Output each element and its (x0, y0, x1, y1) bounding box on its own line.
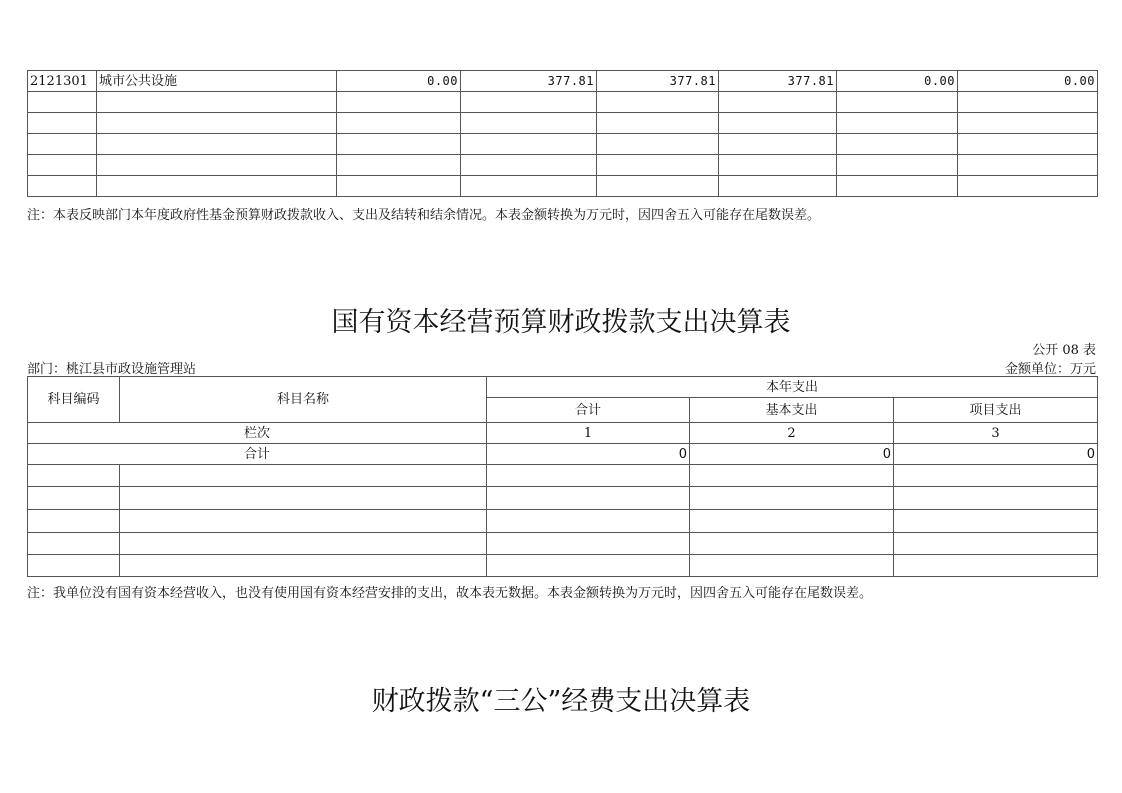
table-row (28, 487, 1098, 510)
table-row (28, 155, 1098, 176)
form-number: 公开 08 表 (1032, 343, 1096, 358)
subject-name-cell: 城市公共设施 (97, 71, 337, 92)
total-row (28, 444, 1098, 465)
total-value: 0 (487, 444, 690, 465)
table-row (28, 555, 1098, 577)
value-cell: 377.81 (597, 71, 719, 92)
header-current-year-expenditure: 本年支出 (487, 377, 1098, 398)
table-row (28, 465, 1098, 487)
header-subject-name: 科目名称 (120, 377, 487, 423)
table2-title: 国有资本经营预算财政拨款支出决算表 (331, 307, 791, 338)
header-basic-expenditure: 基本支出 (690, 398, 894, 423)
value-cell: 0.00 (837, 71, 958, 92)
total-value: 0 (894, 444, 1098, 465)
header-row (28, 377, 1098, 398)
table-row (28, 510, 1098, 533)
department-label: 部门：桃江县市政设施管理站 (27, 362, 197, 377)
fund-budget-table-continuation (27, 70, 1098, 197)
column-number-row (28, 423, 1098, 444)
table-row (28, 71, 1098, 92)
value-cell: 377.81 (719, 71, 837, 92)
table-row (28, 176, 1098, 197)
table3-title: 财政拨款“三公”经费支出决算表 (371, 686, 751, 717)
state-capital-budget-table (27, 376, 1098, 577)
column-number: 1 (487, 423, 690, 444)
column-number: 2 (690, 423, 894, 444)
amount-unit-label: 金额单位：万元 (1004, 362, 1096, 377)
column-number: 3 (894, 423, 1098, 444)
value-cell: 0.00 (958, 71, 1098, 92)
total-label: 合计 (28, 444, 487, 465)
table2-note: 注：我单位没有国有资本经营收入，也没有使用国有资本经营安排的支出，故本表无数据。本表金额转换为万元时，因四舍五入可能存在尾数误差。 (27, 586, 873, 601)
value-cell: 0.00 (337, 71, 461, 92)
subject-code-cell: 2121301 (28, 71, 97, 92)
table-row (28, 92, 1098, 113)
table-row (28, 533, 1098, 555)
table1-note: 注：本表反映部门本年度政府性基金预算财政拨款收入、支出及结转和结余情况。本表金额转换为万元时，因四舍五入可能存在尾数误差。 (27, 208, 821, 223)
total-value: 0 (690, 444, 894, 465)
header-total: 合计 (487, 398, 690, 423)
table-row (28, 134, 1098, 155)
value-cell: 377.81 (461, 71, 597, 92)
header-project-expenditure: 项目支出 (894, 398, 1098, 423)
table-row (28, 113, 1098, 134)
column-number-label: 栏次 (28, 423, 487, 444)
header-subject-code: 科目编码 (28, 377, 120, 423)
